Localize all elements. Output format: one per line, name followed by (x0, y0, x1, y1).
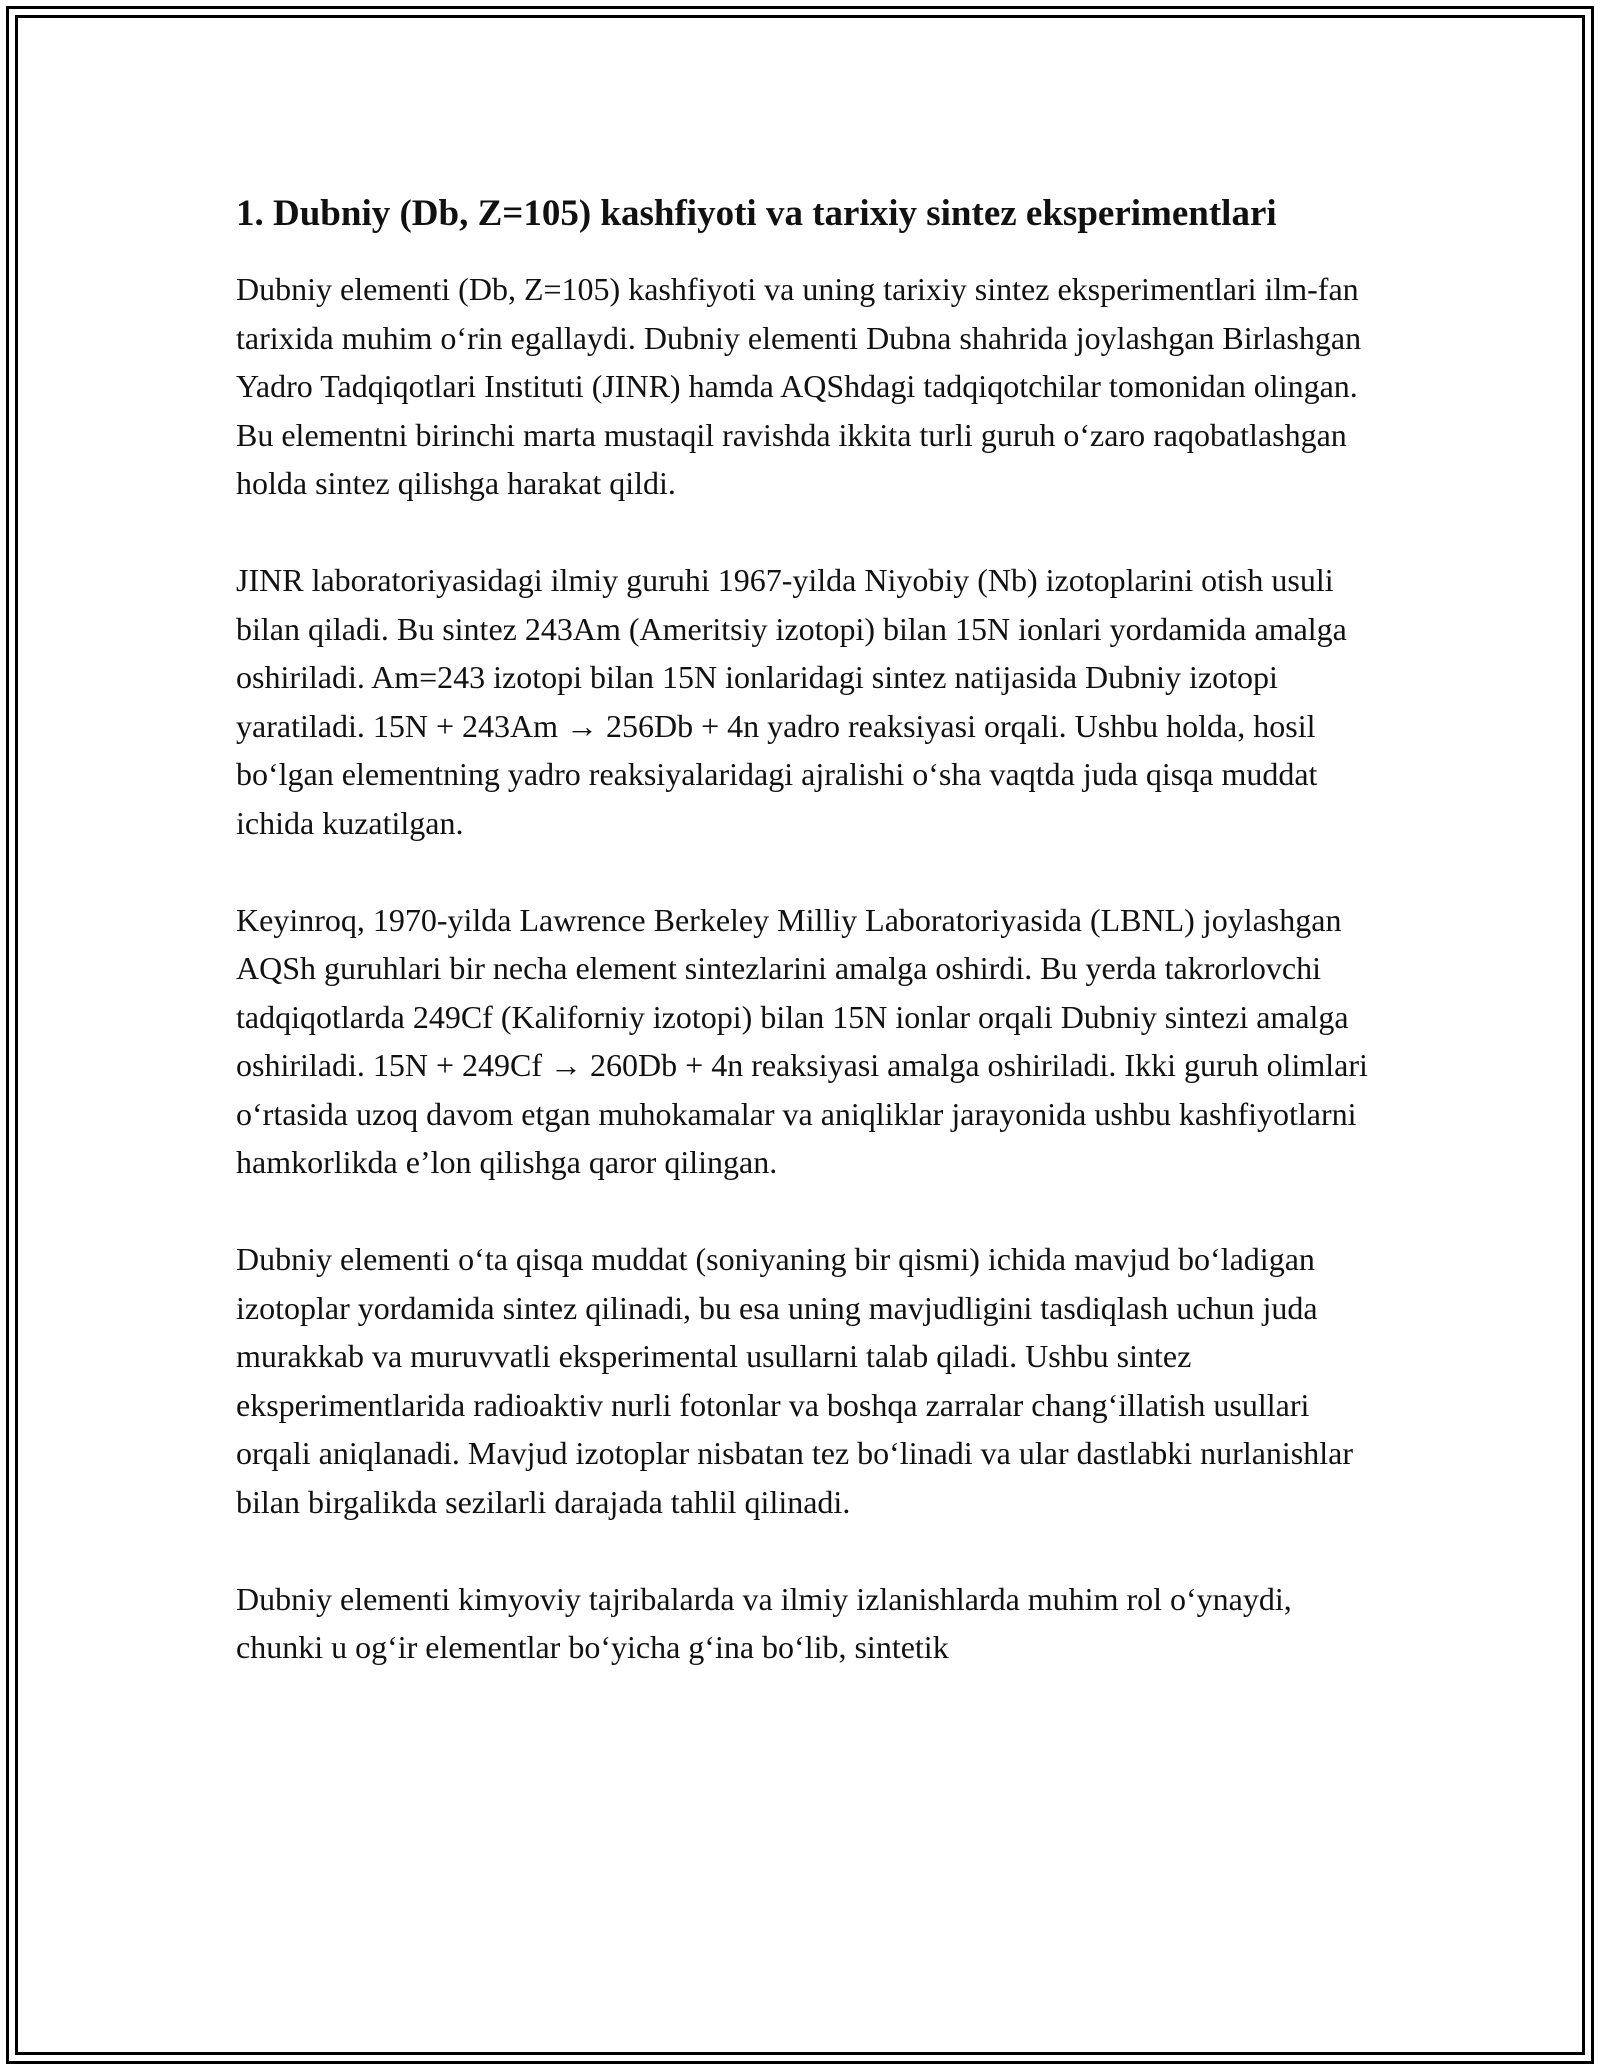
document-body (236, 186, 1376, 1672)
paragraph-4: Dubniy elementi o‘ta qisqa muddat (soniyaning bir qismi) ichida mavjud bo‘ladigan izotoplar yordamida sintez qilinadi, bu esa uning mavjudligini tasdiqlash uchun juda murakkab va muruvvatli eksperimental usullarni talab qiladi. Ushbu sintez eksperimentlarida radioaktiv nurli fotonlar va boshqa zarralar chang‘illatish usullari orqali aniqlanadi. Mavjud izotoplar nisbatan tez bo‘linadi va ular dastlabki nurlanishlar bilan birgalikda sezilarli darajada tahlil qilinadi. (236, 1241, 1353, 1520)
paragraph-5: Dubniy elementi kimyoviy tajribalarda va ilmiy izlanishlarda muhim rol o‘ynaydi, chunki u og‘ir elementlar bo‘yicha g‘ina bo‘lib, sintetik (236, 1580, 1292, 1665)
section-heading: 1. Dubniy (Db, Z=105) kashfiyoti va tarixiy sintez eksperimentlari (236, 193, 1277, 234)
paragraph-1: Dubniy elementi (Db, Z=105) kashfiyoti va uning tarixiy sintez eksperimentlari ilm-fan tarixida muhim o‘rin egallaydi. Dubniy elementi Dubna shahrida joylashgan Birlashgan Yadro Tadqiqotlari Instituti (JINR) hamda AQShdagi tadqiqotchilar tomonidan olingan. Bu elementni birinchi marta mustaqil ravishda ikkita turli guruh o‘zaro raqobatlashgan holda sintez qilishga harakat qildi. (236, 271, 1362, 501)
paragraph-2: JINR laboratoriyasidagi ilmiy guruhi 1967-yilda Niyobiy (Nb) izotoplarini otish usuli bilan qiladi. Bu sintez 243Am (Ameritsiy izotopi) bilan 15N ionlari yordamida amalga oshiriladi. Am=243 izotopi bilan 15N ionlaridagi sintez natijasida Dubniy izotopi yaratiladi. 15N + 243Am → 256Db + 4n yadro reaksiyasi orqali. Ushbu holda, hosil bo‘lgan elementning yadro reaksiyalaridagi ajralishi o‘sha vaqtda juda qisqa muddat ichida kuzatilgan. (236, 562, 1347, 841)
paragraph-3: Keyinroq, 1970-yilda Lawrence Berkeley Milliy Laboratoriyasida (LBNL) joylashgan AQSh guruhlari bir necha element sintezlarini amalga oshirdi. Bu yerda takrorlovchi tadqiqotlarda 249Cf (Kaliforniy izotopi) bilan 15N ionlar orqali Dubniy sintezi amalga oshiriladi. 15N + 249Cf → 260Db + 4n reaksiyasi amalga oshiriladi. Ikki guruh olimlari o‘rtasida uzoq davom etgan muhokamalar va aniqliklar jarayonida ushbu kashfiyotlarni hamkorlikda e’lon qilishga qaror qilingan. (236, 901, 1368, 1180)
